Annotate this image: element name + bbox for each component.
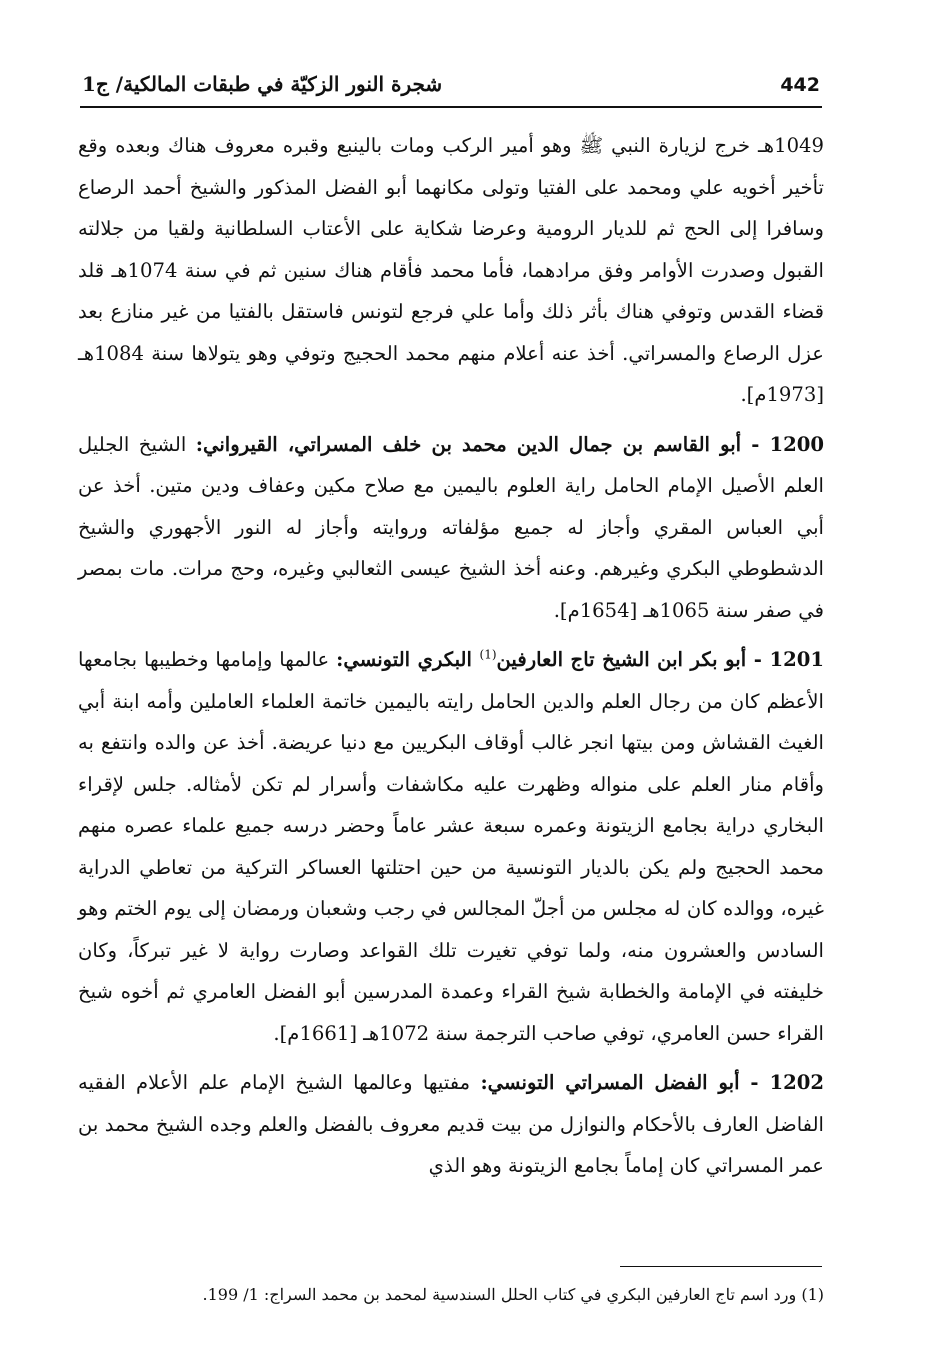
page-number: 442 [780,74,820,96]
entry-text: مفتيها وعالمها الشيخ الإمام علم الأعلام الفقيه الفاضل العارف بالأحكام والنوازل من بيت قديم معروف بالفضل والعلم وجده الشيخ محمد بن عمر المسراتي كان إماماً بجامع الزيتونة وهو الذي [78,1071,824,1177]
footnote-marker[interactable]: (1) [479,647,497,662]
entry-1200 [78,424,824,632]
main-text [78,125,824,1187]
footnote-divider [620,1266,822,1267]
running-title: شجرة النور الزكيّة في طبقات المالكية/ ج1 [82,72,443,96]
page-header [80,72,822,108]
entry-heading-tail: البكري التونسي: [336,648,480,671]
footnote [78,1282,824,1308]
entry-1202 [78,1062,824,1187]
entry-heading: 1200 - أبو القاسم بن جمال الدين محمد بن خلف المسراتي، القيرواني: [195,432,824,456]
entry-1201 [78,639,824,1054]
footnote-number: (1) [801,1285,824,1304]
entry-heading: 1201 - أبو بكر ابن الشيخ تاج العارفين [496,648,824,671]
intro-paragraph: 1049هـ خرج لزيارة النبي ﷺ وهو أمير الركب ومات بالينبع وقبره معروف هناك وبعده وقع تأخير أخويه علي ومحمد على الفتيا وتولى مكانهما أبو الفضل المذكور والشيخ أحمد الرصاع وسافرا إلى الحج ثم للديار الرومية وعرضا شكاية على الأعتاب السلطانية ولقيا من جلالته القبول وصدرت الأوامر وفق مرادهما، فأما محمد فأقام هناك سنين ثم في سنة 1074هـ قلد قضاء القدس وتوفي هناك بأثر ذلك وأما علي فرجع لتونس فاستقل بالفتيا من غير منازع بعد عزل الرصاع والمسراتي. أخذ عنه أعلام منهم محمد الحجيج وتوفي وهو يتولاها سنة 1084هـ [1973م]. [78,134,824,406]
footnote-text: ورد اسم تاج العارفين البكري في كتاب الحلل السندسية لمحمد بن محمد السراج: 1/ 199. [202,1285,797,1304]
entry-text: الشيخ الجليل العلم الأصيل الإمام الحامل راية العلوم باليمين مع صلاح مكين وعفاف ودين متين. أخذ عن أبي العباس المقري وأجاز له جميع مؤلفاته وروايته وأجاز له النور الأجهوري والشيخ الدشطوطي البكري وغيرهم. وعنه أخذ الشيخ عيسى الثعالبي وغيره، وحج مرات. مات بمصر في صفر سنة 1065هـ [1654م]. [78,432,824,622]
entry-heading: 1202 - أبو الفضل المسراتي التونسي: [480,1071,824,1094]
entry-text: عالمها وإمامها وخطيبها بجامعها الأعظم كان من رجال العلم والدين الحامل رايته باليمين خاتمة العلماء العاملين وأمه ابنة أبي الغيث القشاش ومن بيتها انجر غالب أوقاف البكريين مع دنيا عريضة. أخذ عن والده وانتفع به وأقام منار العلم على منواله وظهرت عليه مكاشفات وأسرار لم تكن لأمثاله. جلس لإقراء البخاري دراية بجامع الزيتونة وعمره سبعة عشر عاماً وحضر درسه جميع علماء عصره منهم محمد الحجيج ولم يكن بالديار التونسية من حين احتلتها العساكر التركية من تعاطي الدراية غيره، ووالده كان له مجلس من أجلّ المجالس في رجب وشعبان ورمضان إلى يوم الختم وهو السادس والعشرون منه، ولما توفي تغيرت تلك القواعد وصارت رواية لا غير تبركاً، وكان خليفته في الإمامة والخطابة شيخ القراء وعمدة المدرسين أبو الفضل العامري ثم أخوه شيخ القراء حسن العامري، توفي صاحب الترجمة سنة 1072هـ [1661م]. [78,648,824,1045]
